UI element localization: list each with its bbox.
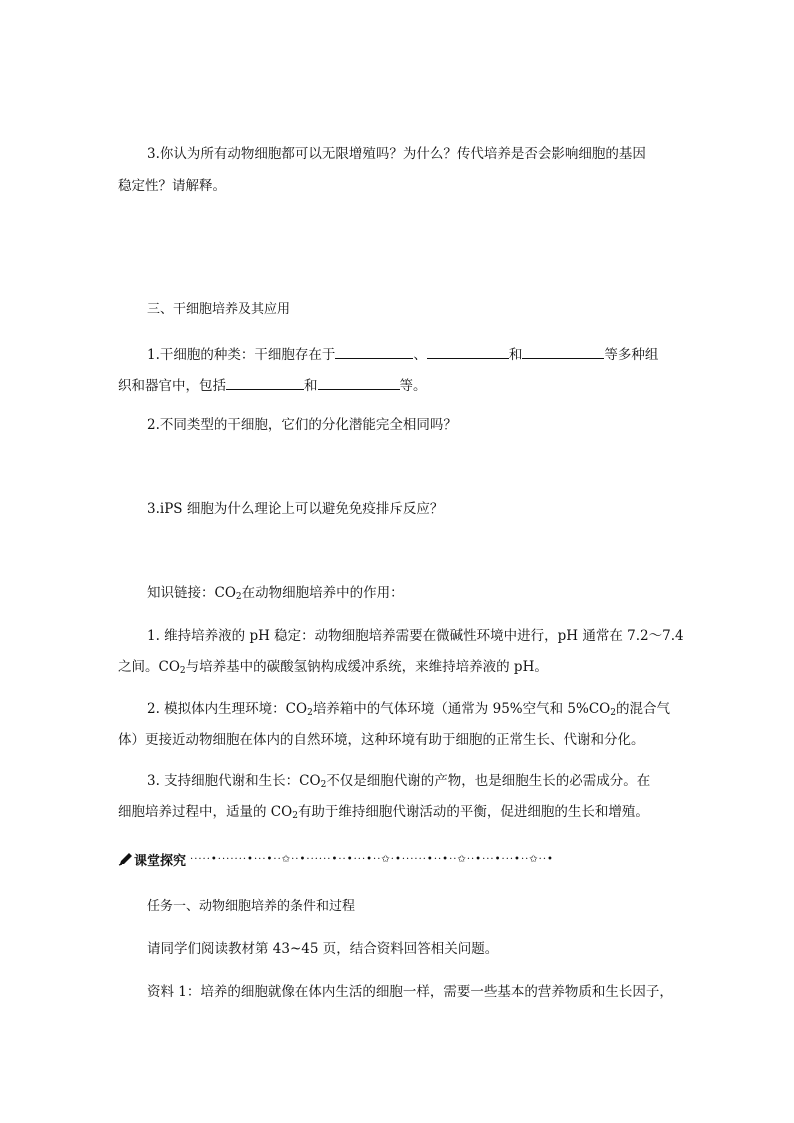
dotted-divider: ·····•·······•···•··✩··•······•··•···•··✩·•······•··•··✩··•···•···•··✩··• — [190, 853, 554, 865]
knowledge-title-text: 在动物细胞培养中的作用： — [241, 585, 404, 601]
stem-cell-types-tail-2: 等。 — [399, 378, 427, 394]
text: 培养箱中的气体环境（通常为 95%空气和 5%CO — [312, 701, 611, 717]
text: 2. 模拟体内生理环境：CO — [147, 701, 308, 717]
stem-cell-types-text-2: 织和器官中，包括 — [118, 378, 226, 394]
text: 不仅是细胞代谢的产物，也是细胞生长的必需成分。在 — [326, 773, 651, 789]
task-1-intro: 请同学们阅读教材第 43~45 页，结合资料回答相关问题。 — [147, 941, 499, 957]
question-3-line-2: 稳定性？请解释。 — [118, 178, 226, 194]
subscript: 2 — [179, 666, 186, 676]
banner-label: 课堂探究 — [134, 853, 187, 869]
stem-cell-types-tail: 等多种组 — [604, 347, 659, 363]
pen-icon — [118, 852, 134, 866]
answer-blank[interactable] — [226, 375, 304, 390]
subscript: 2 — [610, 708, 616, 718]
section-3-title: 三、干细胞培养及其应用 — [147, 302, 291, 317]
subscript: 2 — [307, 708, 313, 718]
stem-cell-types-line-1 — [147, 344, 658, 365]
conjunction: 和 — [304, 378, 318, 394]
stem-cell-question-3: 3.iPS 细胞为什么理论上可以避免免疫排斥反应？ — [147, 501, 444, 517]
subscript: 2 — [292, 811, 298, 821]
answer-blank[interactable] — [427, 344, 509, 359]
question-3-line-1: 3.你认为所有动物细胞都可以无限增殖吗？为什么？传代培养是否会影响细胞的基因 — [147, 146, 646, 162]
stem-cell-types-text: 1.干细胞的种类：干细胞存在于 — [147, 347, 336, 363]
knowledge-point-3-line-2 — [118, 802, 649, 822]
stem-cell-question-2: 2.不同类型的干细胞，它们的分化潜能完全相同吗？ — [147, 417, 457, 433]
answer-blank[interactable] — [522, 344, 604, 359]
stem-cell-types-line-2 — [118, 375, 427, 396]
conjunction: 和 — [508, 347, 523, 363]
material-1-text: 资料 1：培养的细胞就像在体内生活的细胞一样，需要一些基本的营养物质和生长因子， — [147, 984, 673, 1000]
text: 与培养基中的碳酸氢钠构成缓冲系统，来维持培养液的 pH。 — [185, 659, 548, 675]
text: 3. 支持细胞代谢和生长：CO — [147, 773, 321, 789]
subscript: 2 — [320, 780, 327, 790]
text: 有助于维持细胞代谢活动的平衡，促进细胞的生长和增殖。 — [297, 804, 649, 820]
separator: 、 — [413, 347, 427, 363]
task-1-title: 任务一、动物细胞培养的条件和过程 — [147, 899, 356, 914]
answer-blank[interactable] — [318, 375, 400, 390]
knowledge-title-text: 知识链接：CO — [147, 585, 236, 601]
answer-blank[interactable] — [335, 344, 413, 359]
classroom-exploration-banner — [118, 849, 676, 869]
knowledge-point-1-line-1: 1. 维持培养液的 pH 稳定：动物细胞培养需要在微碱性环境中进行，pH 通常在 7.2～7.4 — [147, 628, 684, 644]
knowledge-point-2-line-2: 体）更接近动物细胞在体内的自然环境，这种环境有助于细胞的正常生长、代谢和分化。 — [118, 732, 645, 748]
knowledge-point-1-line-2 — [118, 657, 548, 677]
text: 细胞培养过程中，适量的 CO — [118, 804, 293, 820]
knowledge-point-2-line-1 — [147, 699, 670, 719]
knowledge-point-3-line-1 — [147, 771, 650, 791]
knowledge-link-title — [147, 583, 404, 603]
text: 的混合气 — [615, 701, 670, 717]
text: 之间。CO — [118, 659, 180, 675]
subscript: 2 — [235, 592, 242, 602]
